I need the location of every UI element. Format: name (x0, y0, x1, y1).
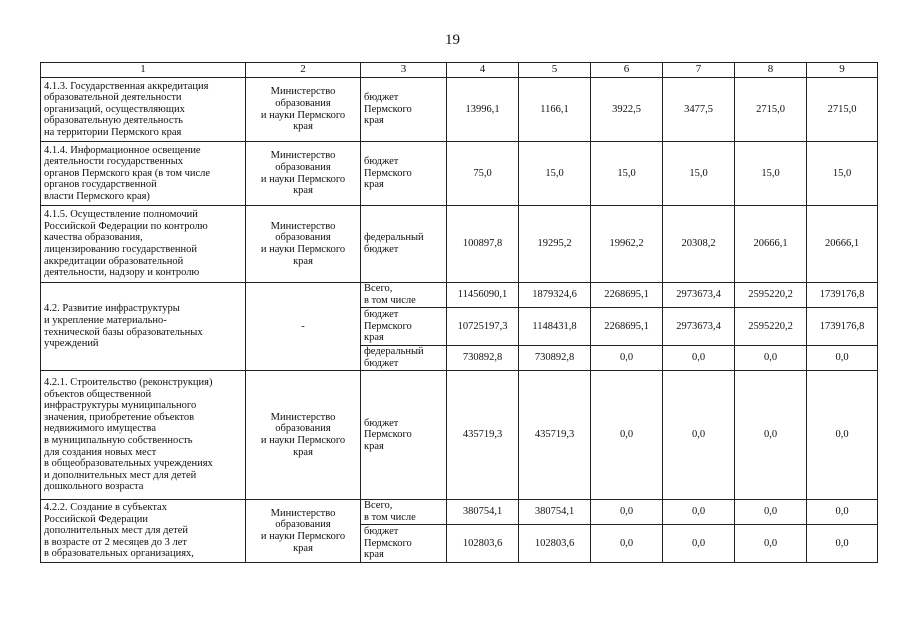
value-cell: 0,0 (807, 346, 878, 371)
column-header: 9 (807, 63, 878, 78)
measure-name: 4.2. Развитие инфраструктуры и укрепление материально- технической базы образовательных учреждений (41, 283, 246, 371)
value-cell: 2973673,4 (663, 308, 735, 346)
value-cell: 1739176,8 (807, 283, 878, 308)
funding-source: бюджет Пермского края (361, 371, 447, 500)
value-cell: 3922,5 (591, 78, 663, 142)
value-cell: 2715,0 (735, 78, 807, 142)
value-cell: 2595220,2 (735, 283, 807, 308)
table-row (41, 500, 878, 525)
value-cell: 0,0 (735, 346, 807, 371)
value-cell: 435719,3 (519, 371, 591, 500)
funding-source: бюджет Пермского края (361, 78, 447, 142)
value-cell: 102803,6 (519, 525, 591, 563)
measure-name: 4.2.2. Создание в субъектах Российской Федерации дополнительных мест для детей в возрасте от 2 месяцев до 3 лет в образовательных организациях, (41, 500, 246, 563)
value-cell: 15,0 (519, 142, 591, 206)
executor: Министерство образования и науки Пермского края (246, 206, 361, 283)
column-header: 1 (41, 63, 246, 78)
value-cell: 13996,1 (447, 78, 519, 142)
executor: Министерство образования и науки Пермского края (246, 371, 361, 500)
value-cell: 730892,8 (519, 346, 591, 371)
measure-name: 4.1.4. Информационное освещение деятельности государственных органов Пермского края (в том числе органов государственной власти Пермского края) (41, 142, 246, 206)
value-cell: 1739176,8 (807, 308, 878, 346)
value-cell: 20308,2 (663, 206, 735, 283)
funding-source: бюджет Пермского края (361, 525, 447, 563)
executor: - (246, 283, 361, 371)
value-cell: 20666,1 (735, 206, 807, 283)
value-cell: 19295,2 (519, 206, 591, 283)
value-cell: 0,0 (591, 346, 663, 371)
funding-source: бюджет Пермского края (361, 308, 447, 346)
column-header: 6 (591, 63, 663, 78)
value-cell: 0,0 (663, 500, 735, 525)
value-cell: 2595220,2 (735, 308, 807, 346)
column-header: 8 (735, 63, 807, 78)
value-cell: 100897,8 (447, 206, 519, 283)
value-cell: 2973673,4 (663, 283, 735, 308)
table-row (41, 206, 878, 283)
funding-source: Всего, в том числе (361, 283, 447, 308)
budget-table (40, 62, 878, 563)
value-cell: 0,0 (735, 371, 807, 500)
value-cell: 1166,1 (519, 78, 591, 142)
value-cell: 15,0 (591, 142, 663, 206)
value-cell: 15,0 (735, 142, 807, 206)
column-header: 7 (663, 63, 735, 78)
executor: Министерство образования и науки Пермского края (246, 78, 361, 142)
funding-source: федеральный бюджет (361, 206, 447, 283)
value-cell: 0,0 (735, 525, 807, 563)
value-cell: 75,0 (447, 142, 519, 206)
funding-source: федеральный бюджет (361, 346, 447, 371)
page-number: 19 (445, 32, 460, 48)
value-cell: 0,0 (591, 371, 663, 500)
value-cell: 0,0 (591, 525, 663, 563)
value-cell: 2268695,1 (591, 308, 663, 346)
value-cell: 380754,1 (519, 500, 591, 525)
table-row (41, 283, 878, 308)
value-cell: 380754,1 (447, 500, 519, 525)
executor: Министерство образования и науки Пермского края (246, 500, 361, 563)
table-row (41, 142, 878, 206)
value-cell: 0,0 (807, 525, 878, 563)
value-cell: 20666,1 (807, 206, 878, 283)
measure-name: 4.1.3. Государственная аккредитация образовательной деятельности организаций, осуществляющих образовательную деятельность на территории Пермского края (41, 78, 246, 142)
value-cell: 19962,2 (591, 206, 663, 283)
column-header: 4 (447, 63, 519, 78)
funding-source: бюджет Пермского края (361, 142, 447, 206)
column-header: 5 (519, 63, 591, 78)
value-cell: 0,0 (663, 525, 735, 563)
table-row (41, 371, 878, 500)
value-cell: 102803,6 (447, 525, 519, 563)
value-cell: 0,0 (663, 346, 735, 371)
value-cell: 0,0 (735, 500, 807, 525)
header-row (41, 63, 878, 78)
value-cell: 11456090,1 (447, 283, 519, 308)
value-cell: 0,0 (807, 500, 878, 525)
measure-name: 4.2.1. Строительство (реконструкция) объектов общественной инфраструктуры муниципального значения, приобретение объектов недвижимого имущества в муниципальную собственность для создания новых мест в общеобразовательных учреждениях и дополнительных мест для детей дошкольного возраста (41, 371, 246, 500)
value-cell: 1148431,8 (519, 308, 591, 346)
value-cell: 2268695,1 (591, 283, 663, 308)
measure-name: 4.1.5. Осуществление полномочий Российской Федерации по контролю качества образования, лицензированию государственной аккредитации образовательной деятельности, надзору и контролю (41, 206, 246, 283)
column-header: 3 (361, 63, 447, 78)
value-cell: 3477,5 (663, 78, 735, 142)
value-cell: 730892,8 (447, 346, 519, 371)
value-cell: 0,0 (807, 371, 878, 500)
value-cell: 0,0 (591, 500, 663, 525)
value-cell: 1879324,6 (519, 283, 591, 308)
value-cell: 435719,3 (447, 371, 519, 500)
funding-source: Всего, в том числе (361, 500, 447, 525)
value-cell: 10725197,3 (447, 308, 519, 346)
column-header: 2 (246, 63, 361, 78)
executor: Министерство образования и науки Пермского края (246, 142, 361, 206)
table-row (41, 78, 878, 142)
value-cell: 15,0 (807, 142, 878, 206)
value-cell: 15,0 (663, 142, 735, 206)
value-cell: 0,0 (663, 371, 735, 500)
value-cell: 2715,0 (807, 78, 878, 142)
